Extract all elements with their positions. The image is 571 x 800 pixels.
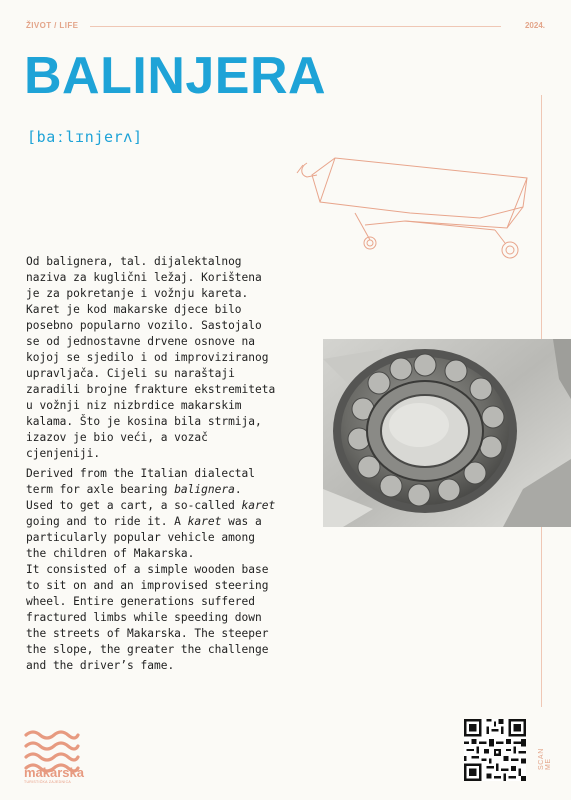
croatian-text: Od balignera, tal. dijalektalnog naziva za kuglični ležaj. Korištena je za pokretanje i vožnju kareta. Karet je kod makarske djece bilo posebno popularno vozilo. Sastojalo se od jednostavne drvene osnove na kojoj se sjedilo i od improviziranog upravljača. Cijeli su naraštaji zaradili brojne frakture ekstremiteta u vožnji niz nizbrdice makarskim kalama. Što je kosina bila strmija, izazov je bio veći, a vozač cjenjeniji.: [26, 255, 276, 460]
phonetic-transcription: [baːlɪnjerʌ]: [27, 128, 143, 146]
english-line: term for axle bearing: [26, 483, 175, 496]
ball-bearing-photo: [323, 339, 571, 527]
scan-me-label: SCAN ME: [538, 748, 552, 770]
english-line: was a: [221, 515, 262, 528]
category-label: ŽIVOT / LIFE: [26, 21, 79, 30]
english-text: [26, 466, 296, 674]
english-line: Derived from the Italian dialectal: [26, 467, 256, 480]
logo-name: makarska: [24, 765, 84, 780]
english-line: Used to get a cart, a so-called: [26, 499, 242, 512]
logo-subtitle: TURISTIČKA ZAJEDNICA: [24, 780, 72, 784]
english-rest: particularly popular vehicle among the children of Makarska. It consisted of a simple wooden base to sit on and an improvised steering wheel. Entire generations suffered fractured limbs while speeding down the streets of Makarska. The steeper the slope, the greater the challenge and the driver’s fame.: [26, 531, 269, 672]
english-italic-term: balignera: [174, 483, 235, 496]
page-title: BALINJERA: [24, 47, 327, 105]
year-label: 2024.: [524, 21, 545, 30]
header-divider: [90, 26, 501, 27]
english-italic-term: karet: [187, 515, 222, 528]
english-line: going and to ride it. A: [26, 515, 188, 528]
cart-illustration: [295, 155, 540, 270]
english-line: .: [234, 483, 242, 496]
english-italic-term: karet: [241, 499, 276, 512]
qr-code[interactable]: [464, 719, 526, 781]
